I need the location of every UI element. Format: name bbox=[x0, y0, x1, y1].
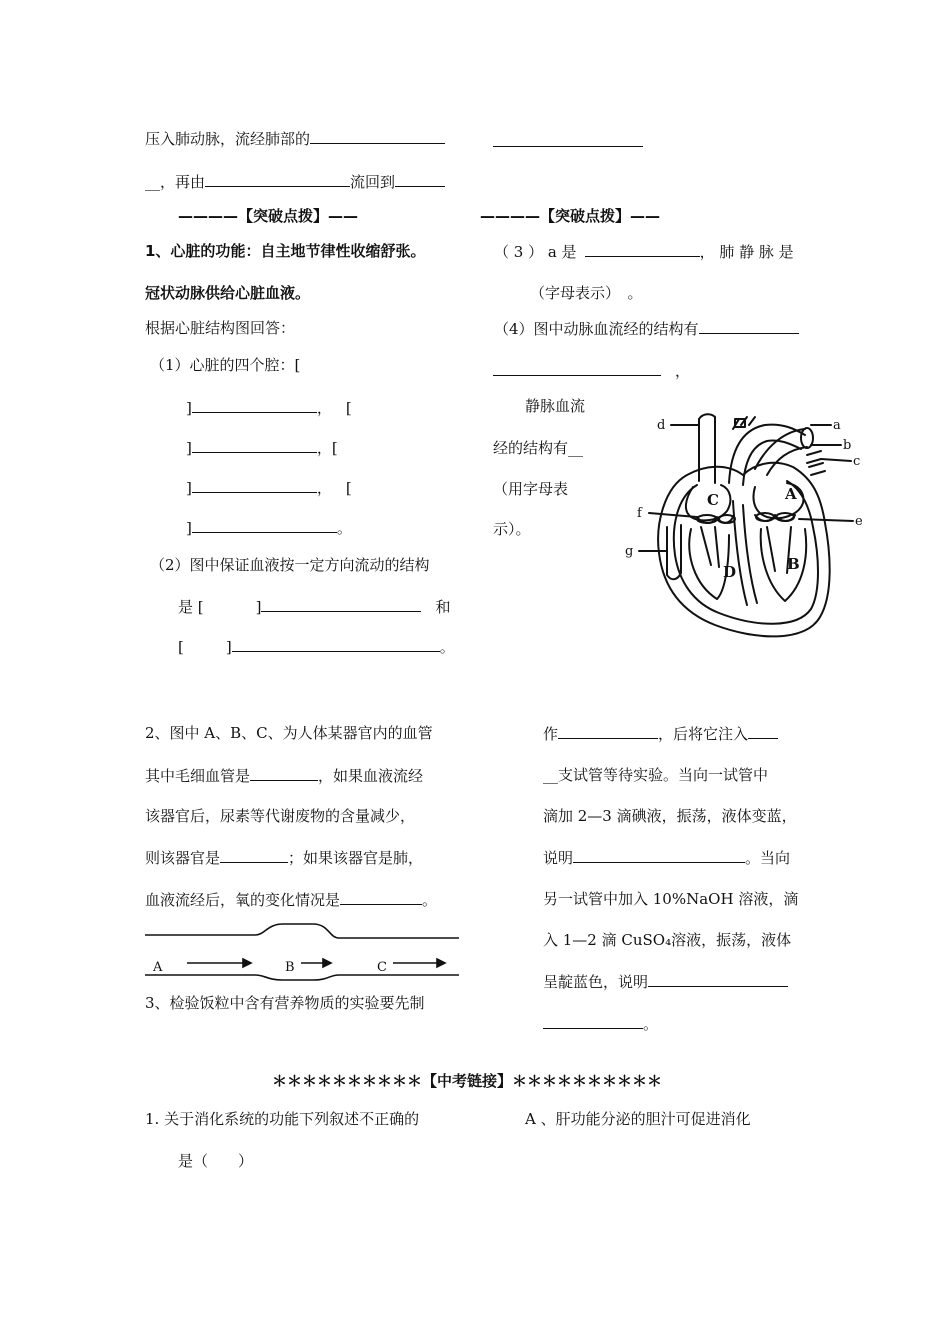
q1-part2-line-a bbox=[178, 596, 451, 617]
fill-blank bbox=[585, 241, 700, 257]
q1-part3-b: ， 肺 静 脉 是 bbox=[699, 243, 794, 261]
comma: ， bbox=[316, 439, 332, 457]
q1-intro: 根据心脏结构图回答： bbox=[145, 319, 296, 337]
fill-blank bbox=[261, 596, 421, 612]
q3-line-1: 3、检验饭粒中含有营养物质的实验要先制 bbox=[145, 994, 425, 1012]
fill-blank bbox=[493, 360, 661, 376]
q1-part1: （1）心脏的四个腔：[ bbox=[150, 356, 301, 374]
q1-part3-line-a bbox=[494, 241, 794, 262]
and-text: 和 bbox=[435, 598, 451, 616]
q1-part4-line-b bbox=[493, 360, 690, 381]
heart-label-c: c bbox=[853, 454, 861, 469]
period: 。 bbox=[336, 519, 352, 537]
heart-diagram bbox=[615, 405, 865, 650]
heart-label-a: a bbox=[833, 418, 841, 433]
fill-blank bbox=[573, 847, 745, 863]
heart-label-d: d bbox=[657, 418, 666, 433]
fill-blank bbox=[192, 397, 317, 413]
q2-line-4-a: 则该器官是 bbox=[145, 849, 221, 867]
period: 。 bbox=[643, 1015, 659, 1033]
fill-blank bbox=[493, 131, 643, 147]
q3-right-line-5: 另一试管中加入 10%NaOH 溶液，滴 bbox=[543, 890, 799, 908]
fill-blank bbox=[543, 1013, 643, 1029]
fill-blank bbox=[558, 723, 658, 739]
q1-part2: （2）图中保证血液按一定方向流动的结构 bbox=[150, 556, 430, 574]
bracket-close: ] bbox=[186, 439, 192, 457]
fill-blank bbox=[340, 889, 422, 905]
q1-chamber-row-2 bbox=[186, 437, 338, 458]
q2-line-5 bbox=[145, 889, 437, 910]
q2-line-2 bbox=[145, 765, 423, 786]
fill-blank bbox=[748, 723, 778, 739]
fill-blank bbox=[699, 318, 799, 334]
vessel-label-C: C bbox=[377, 960, 387, 975]
fill-blank bbox=[192, 437, 317, 453]
heart-label-f: f bbox=[637, 506, 642, 521]
q2-line-5-a: 血液流经后，氧的变化情况是 bbox=[145, 891, 341, 909]
q2-line-2-a: 其中毛细血管是 bbox=[145, 767, 251, 785]
q1-part4-c: 静脉血流 bbox=[525, 397, 586, 415]
q2-line-3: 该器官后，尿素等代谢废物的含量减少， bbox=[145, 807, 416, 825]
q1-chamber-row-4 bbox=[186, 517, 352, 538]
q2-line-2-b: ，如果血液流经 bbox=[318, 767, 424, 785]
bracket-open: 是 [ bbox=[178, 598, 204, 616]
bracket-close: ] bbox=[186, 479, 192, 497]
heart-chamber-C: C bbox=[707, 491, 719, 509]
q3-right-line-4 bbox=[543, 847, 790, 868]
comma: ， bbox=[316, 399, 332, 417]
fill-blank bbox=[232, 636, 440, 652]
q1-part3-c: （字母表示） 。 bbox=[530, 284, 643, 302]
top-line-2-a: __，再由 bbox=[145, 173, 206, 191]
fill-blank bbox=[192, 477, 317, 493]
bracket-close: ] bbox=[186, 399, 192, 417]
q3-right-line-2: __支试管等待实验。当向一试管中 bbox=[543, 766, 769, 784]
bracket-open: [ bbox=[178, 638, 184, 656]
q3-right-4-b: 。当向 bbox=[745, 849, 791, 867]
heart-chamber-B: B bbox=[787, 555, 800, 573]
q1-part2-line-b bbox=[178, 636, 455, 657]
fill-blank bbox=[192, 517, 337, 533]
exam-option-a: A 、肝功能分泌的胆汁可促进消化 bbox=[525, 1110, 751, 1128]
fill-blank bbox=[395, 171, 445, 187]
exam-link-header: ＊＊＊＊＊＊＊＊＊＊【中考链接】＊＊＊＊＊＊＊＊＊＊ bbox=[272, 1072, 663, 1090]
q1-part3-a: （ 3 ） a 是 bbox=[494, 243, 577, 261]
top-line-2-b: 流回到 bbox=[350, 173, 396, 191]
q1-part4-d: 经的结构有__ bbox=[493, 439, 584, 457]
exam-q1-a: 1. 关于消化系统的功能下列叙述不正确的 bbox=[145, 1110, 420, 1128]
q3-right-4-a: 说明 bbox=[543, 849, 574, 867]
q1-part4-a: （4）图中动脉血流经的结构有 bbox=[494, 320, 699, 338]
bracket-open: [ bbox=[345, 479, 352, 497]
top-line-2 bbox=[145, 171, 445, 192]
q3-right-1-a: 作 bbox=[543, 725, 559, 743]
heart-chamber-A: A bbox=[785, 485, 797, 503]
q1-chamber-row-3 bbox=[186, 477, 352, 498]
heart-chamber-D: D bbox=[723, 563, 737, 581]
vessel-diagram bbox=[143, 922, 463, 982]
fill-blank bbox=[205, 171, 350, 187]
bracket-close: ] bbox=[186, 519, 192, 537]
q3-right-line-7 bbox=[543, 971, 788, 992]
section-header-right: ————【突破点拨】—— bbox=[480, 207, 661, 225]
q3-right-7: 呈靛蓝色，说明 bbox=[543, 973, 649, 991]
section-header-left: ————【突破点拨】—— bbox=[178, 207, 359, 225]
fill-blank bbox=[310, 128, 445, 144]
period: 。 bbox=[439, 638, 455, 656]
bracket-open: [ bbox=[331, 439, 338, 457]
exam-q1-b: 是（ ） bbox=[178, 1152, 254, 1170]
heart-label-b: b bbox=[843, 438, 852, 453]
fill-blank bbox=[250, 765, 318, 781]
vessel-label-B: B bbox=[285, 960, 295, 975]
q3-right-line-1 bbox=[543, 723, 778, 744]
vessel-label-A: A bbox=[153, 960, 163, 975]
q2-line-1: 2、图中 A、B、C、为人体某器官内的血管 bbox=[145, 724, 433, 742]
q1-part4-f: 示）。 bbox=[493, 520, 531, 538]
top-line-1 bbox=[145, 128, 445, 149]
bracket-close: ] bbox=[225, 638, 232, 656]
heart-label-g: g bbox=[625, 544, 634, 559]
comma: ， bbox=[316, 479, 332, 497]
fill-blank bbox=[220, 847, 288, 863]
top-line-1-text: 压入肺动脉，流经肺部的 bbox=[145, 130, 311, 148]
q3-right-1-b: ，后将它注入 bbox=[658, 725, 749, 743]
bracket-close: ] bbox=[255, 598, 262, 616]
q1-title-a: 1、心脏的功能：自主地节律性收缩舒张。 bbox=[145, 242, 426, 260]
q3-right-line-6: 入 1—2 滴 CuSO₄溶液，振荡，液体 bbox=[543, 931, 792, 949]
q2-line-4-b: ；如果该器官是肺， bbox=[288, 849, 424, 867]
q3-right-line-3: 滴加 2—3 滴碘液，振荡，液体变蓝， bbox=[543, 807, 797, 825]
q3-right-line-8 bbox=[543, 1013, 658, 1034]
q2-line-4 bbox=[145, 847, 423, 868]
comma: ， bbox=[675, 362, 691, 380]
q1-part4-line-a bbox=[494, 318, 799, 339]
q1-chamber-row-1 bbox=[186, 397, 352, 418]
bracket-open: [ bbox=[345, 399, 352, 417]
q1-part4-e: （用字母表 bbox=[493, 480, 569, 498]
heart-label-e: e bbox=[855, 514, 863, 529]
period: 。 bbox=[422, 891, 438, 909]
q1-title-b: 冠状动脉供给心脏血液。 bbox=[145, 284, 311, 302]
fill-blank bbox=[648, 971, 788, 987]
